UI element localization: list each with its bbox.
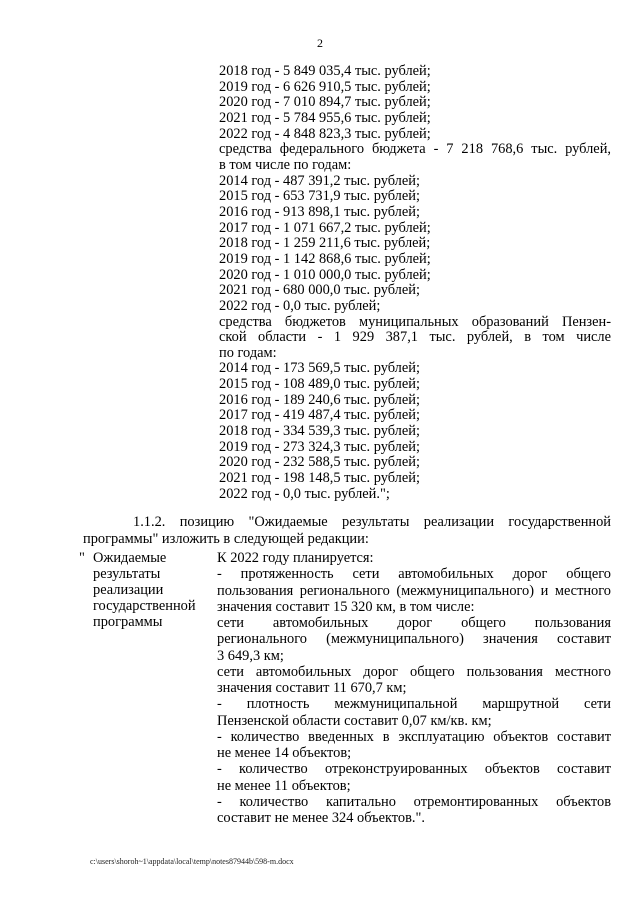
opening-quote: " [79,550,85,566]
text-line: 2018 год - 334 539,3 тыс. рублей; [219,423,420,440]
text-line: 2016 год - 189 240,6 тыс. рублей; [219,391,420,408]
text-line: значения составит 15 320 км, в том числе: [217,598,475,615]
text-line: - количество введенных в эксплуатацию объектов составит [217,728,611,745]
text-line: 2020 год - 1 010 000,0 тыс. рублей; [219,266,431,283]
text-line: 2015 год - 653 731,9 тыс. рублей; [219,188,420,205]
paragraph-line: программы" изложить в следующей редакции: [83,531,369,547]
page-number: 2 [317,36,323,50]
text-line: 2019 год - 1 142 868,6 тыс. рублей; [219,250,431,267]
text-line: сети автомобильных дорог общего пользования [217,615,611,631]
text-line: 2020 год - 7 010 894,7 тыс. рублей; [219,94,431,111]
funding-block [219,64,611,502]
label-line: Ожидаемые [93,550,167,566]
text-line: 2019 год - 273 324,3 тыс. рублей; [219,438,420,455]
text-line: не менее 14 объектов; [217,745,352,761]
text-line: 2022 год - 0,0 тыс. рублей; [219,297,381,314]
text-line: 2018 год - 5 849 035,4 тыс. рублей; [219,63,431,79]
text-line: - протяженность сети автомобильных дорог общего [217,566,611,583]
text-line: 2019 год - 6 626 910,5 тыс. рублей; [219,78,431,95]
text-line: 2016 год - 913 898,1 тыс. рублей; [219,203,420,220]
text-line: 2017 год - 419 487,4 тыс. рублей; [219,407,420,424]
text-line: 2022 год - 0,0 тыс. рублей."; [219,485,390,502]
text-line: 2015 год - 108 489,0 тыс. рублей; [219,376,420,393]
text-line: сети автомобильных дорог общего пользования местного [217,663,611,680]
text-line: 2021 год - 5 784 955,6 тыс. рублей; [219,109,431,126]
footer-file-path: c:\users\shoroh~1\appdata\local\temp\notes87944b\598-m.docx [90,857,294,866]
text-line: регионального (межмуниципального) значения составит [217,631,611,648]
text-line: пользования регионального (межмуниципального) и местного [217,582,611,599]
text-line: ской области - 1 929 387,1 тыс. рублей, в том числе [219,329,611,346]
label-line: реализации [93,582,164,598]
label-line: результаты [93,566,161,582]
text-line: - количество капитально отремонтированных объектов [217,793,611,810]
text-line: средства бюджетов муниципальных образований Пензен- [219,313,611,330]
text-line: в том числе по годам: [219,156,352,173]
row-label [93,550,213,630]
text-line: - плотность межмуниципальной маршрутной сети [217,696,611,713]
text-line: 2018 год - 1 259 211,6 тыс. рублей; [219,235,431,252]
text-line: Пензенской области составит 0,07 км/кв. км; [217,712,492,729]
text-line: по годам: [219,344,277,361]
text-line: составит не менее 324 объектов.". [217,810,425,826]
text-line: 2020 год - 232 588,5 тыс. рублей; [219,454,420,471]
text-line: К 2022 году планируется: [217,550,374,566]
text-line: средства федерального бюджета - 7 218 768,6 тыс. рублей, [219,141,611,158]
label-line: государственной [93,598,196,614]
text-line: 2021 год - 680 000,0 тыс. рублей; [219,282,420,299]
text-line: 3 649,3 км; [217,647,284,664]
text-line: - количество отреконструированных объектов составит [217,761,611,778]
text-line: значения составит 11 670,7 км; [217,680,407,696]
amendment-paragraph [83,514,611,548]
text-line: 2017 год - 1 071 667,2 тыс. рублей; [219,219,431,236]
text-line: 2022 год - 4 848 823,3 тыс. рублей; [219,125,431,142]
paragraph-line: 1.1.2. позицию "Ожидаемые результаты реализации государственной [133,514,611,530]
label-line: программы [93,614,163,630]
text-line: 2014 год - 487 391,2 тыс. рублей; [219,172,420,189]
row-content [217,550,611,826]
text-line: 2014 год - 173 569,5 тыс. рублей; [219,360,420,377]
text-line: не менее 11 объектов; [217,777,351,794]
text-line: 2021 год - 198 148,5 тыс. рублей; [219,470,420,487]
